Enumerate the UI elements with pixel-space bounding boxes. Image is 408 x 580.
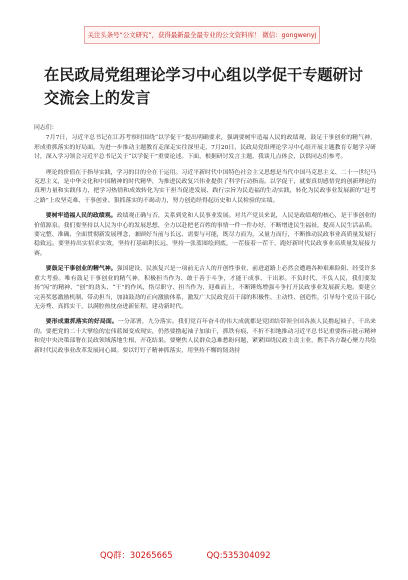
salutation: 同志们： [34,125,58,131]
paragraph-text: 7月7日，习近平总书记在江苏考察时围绕“以学促干”提出明确要求，强调要树牢造福人民的政绩观，鼓足干事创业的精气神，形成重抓落实的好局面。为进一步推动主题教育走深走实往深里走，7月20日，民政局党组理论学习中心组开展主题教育专题学习研讨，深入学习领会习近平总书记关于“以学促干”重要论述。下面，根据研讨发言主题，我谈几点体会，以供同志们参考。 [34,135,376,161]
promo-banner: 关注头条号“公文研究”，获得最新最全最专业的公文资料库！ 微信：gongwenyj [84,26,320,44]
paragraph-text: 强国建设、民族复兴是一项前无古人的开创性事业，前进道路上必然会遭遇各种艰难险阻、经受许多重大考验。唯有鼓足干事创业的精气神，积极担当作为、敢于善于斗争，才能干成事、干出彩。不负时代、不负人民，我们要发扬“闯”的精神、“创”的劲头、“干”的作风，恪尽职守、担当作为，迎难而上，不断锤炼增强斗争打开民政事业发展新天地。要建立完善奖惩激励机制、带动担当，加油鼓劲的正向激励体系，激发广大民政党员干部的积极性、主动性、创造性，引导每个党员干部心无旁骛、真抓实干，以满腔热忱奋进新征程、建功新时代。 [34,266,376,310]
paragraph-lead: 要树牢造福人民的政绩观。 [45,212,117,220]
paragraph [34,168,376,207]
document-body [34,124,376,544]
contact-footer [100,548,360,562]
paragraph [34,264,376,312]
paragraph [34,317,376,356]
paragraph [34,133,376,162]
document-title: 在民政局党组理论学习中心组以学促干专题研讨交流会上的发言 [44,66,363,107]
paragraph [34,211,376,259]
paragraph-text: 理论的价值在于指导实践，学习的目的全在于运用。习近平新时代中国特色社会主义思想是当代中国马克思主义、二十一世纪马克思主义，是中华文化和中国精神的时代精华，为推进民政复兴伟业提供了科学行动指南。以学促干，就要真切感悟党的创新理论的真理力量和实践伟力，把学习热情和成效转化为实干担当促进发展、践行宗旨为民造福的生动实践，转化为民政事业发展新的“赶考之路”上攻坚克难、干事创业、狠抓落实的不竭动力，努力创造经得起历史和人民检验的实绩。 [34,169,376,204]
qq-group-number: QQ群：30265665 [100,550,173,560]
paragraph-lead: 要鼓足干事创业的精气神。 [45,265,117,273]
qq-number: QQ:535304092 [206,550,271,560]
paragraph-lead: 要形成重抓落实的好局面。 [45,318,118,326]
paragraph-text: 政绩观正确与否，关系到党和人民事业发展。对共产党员来说，人民是政绩观的核心，是干事创业的价值源泉。我们要坚持以人民为中心的发展思想，全力以赴把老百姓的事情一件一件办好，不断增进民生福祉，提高人民生活品质。要完整、准确、全面贯彻新发展理念，兼顾好当前与长远、需要与可能，既尽力而为，又量力而行，不断推动民政事业高质量发展行稳致远。要坚持出实招求实效，坚持打基础利长远，坚持一张蓝图绘到底，一茬接着一茬干，跑好新时代民政事业高质量发展接力赛。 [34,213,376,257]
paragraph-text: 一分部署，九分落实。我们党百年奋斗的伟大成就都是党团结带领全国各族人民撸起袖子、干出来的。要把党的二十大擘绘的宏伟蓝图变成现实，仍然要撸起袖子加油干，抓铁有痕、不折不扣地推动习近平总书记重要指示批示精神和党中央决策部署在民政领域落地生根、开花结果。要聚焦人民群众急难愁盼问题，紧紧围绕民政主责主业，携手各方凝心聚力共绘新时代民政事业改革发展同心圆。要以钉钉子精神抓落实，用坚持不懈的韧劲持 [34,319,376,354]
